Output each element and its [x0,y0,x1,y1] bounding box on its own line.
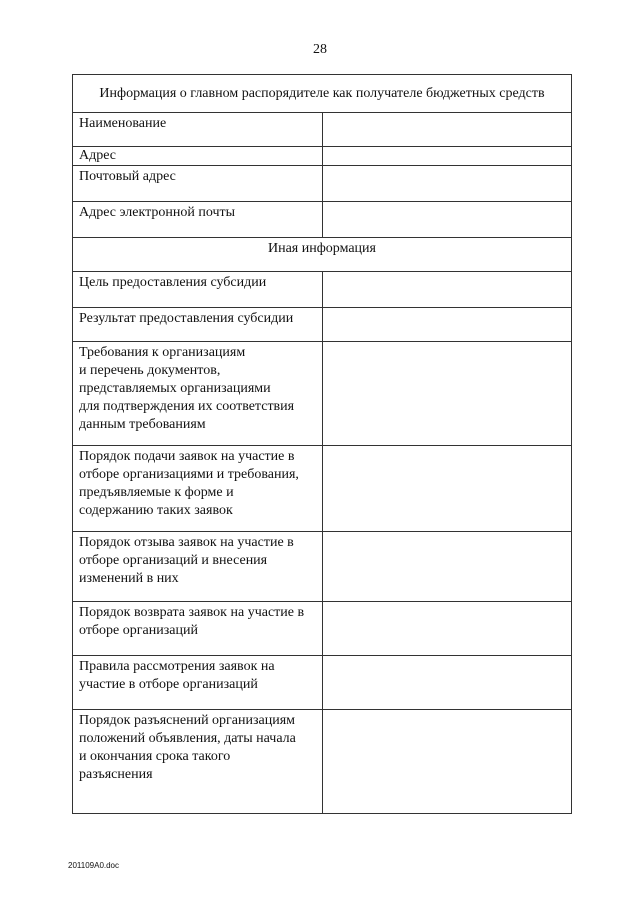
row-value-name[interactable] [322,113,572,147]
row-label-address: Адрес [73,147,323,166]
row-label-return-procedure [73,602,323,656]
line: предъявляемые к форме и [79,485,234,500]
row-value-requirements[interactable] [322,342,572,446]
line: Порядок разъяснений организациям [79,713,296,728]
row-value-email[interactable] [322,202,572,238]
line: представляемых организациями [79,381,271,396]
line: изменений в них [79,571,179,586]
row-value-address[interactable] [322,147,572,166]
row-value-clarification-procedure[interactable] [322,710,572,814]
row-label-requirements [73,342,323,446]
line: и перечень документов, [79,363,221,378]
row-value-subsidy-result[interactable] [322,308,572,342]
row-label-postal-address: Почтовый адрес [73,166,323,202]
row-label-name: Наименование [73,113,323,147]
section-header-budget-recipient: Информация о главном распорядителе как получателе бюджетных средств [73,75,572,113]
row-value-subsidy-purpose[interactable] [322,272,572,308]
row-label-review-rules [73,656,323,710]
row-value-return-procedure[interactable] [322,602,572,656]
line: участие в отборе организаций [79,677,258,692]
info-form-table [72,74,572,814]
row-label-submission-procedure [73,446,323,532]
row-label-subsidy-result: Результат предоставления субсидии [73,308,323,342]
row-value-submission-procedure[interactable] [322,446,572,532]
line: Правила рассмотрения заявок на [79,659,275,674]
line: для подтверждения их соответствия [79,399,295,414]
row-value-withdrawal-procedure[interactable] [322,532,572,602]
line: Требования к организациям [79,345,246,360]
line: положений объявления, даты начала [79,731,296,746]
line: разъяснения [79,767,153,782]
line: Порядок отзыва заявок на участие в [79,535,294,550]
row-label-clarification-procedure [73,710,323,814]
line: отборе организациями и требования, [79,467,299,482]
section-header-other-info: Иная информация [73,238,572,272]
line: и окончания срока такого [79,749,231,764]
line: Порядок подачи заявок на участие в [79,449,295,464]
line: отборе организаций [79,623,198,638]
row-label-withdrawal-procedure [73,532,323,602]
row-label-subsidy-purpose: Цель предоставления субсидии [73,272,323,308]
footer-filename: 201109A0.doc [68,861,120,870]
page-number: 28 [313,42,327,57]
row-label-email: Адрес электронной почты [73,202,323,238]
line: данным требованиям [79,417,206,432]
row-value-postal-address[interactable] [322,166,572,202]
line: отборе организаций и внесения [79,553,268,568]
line: содержанию таких заявок [79,503,233,518]
row-value-review-rules[interactable] [322,656,572,710]
line: Порядок возврата заявок на участие в [79,605,305,620]
